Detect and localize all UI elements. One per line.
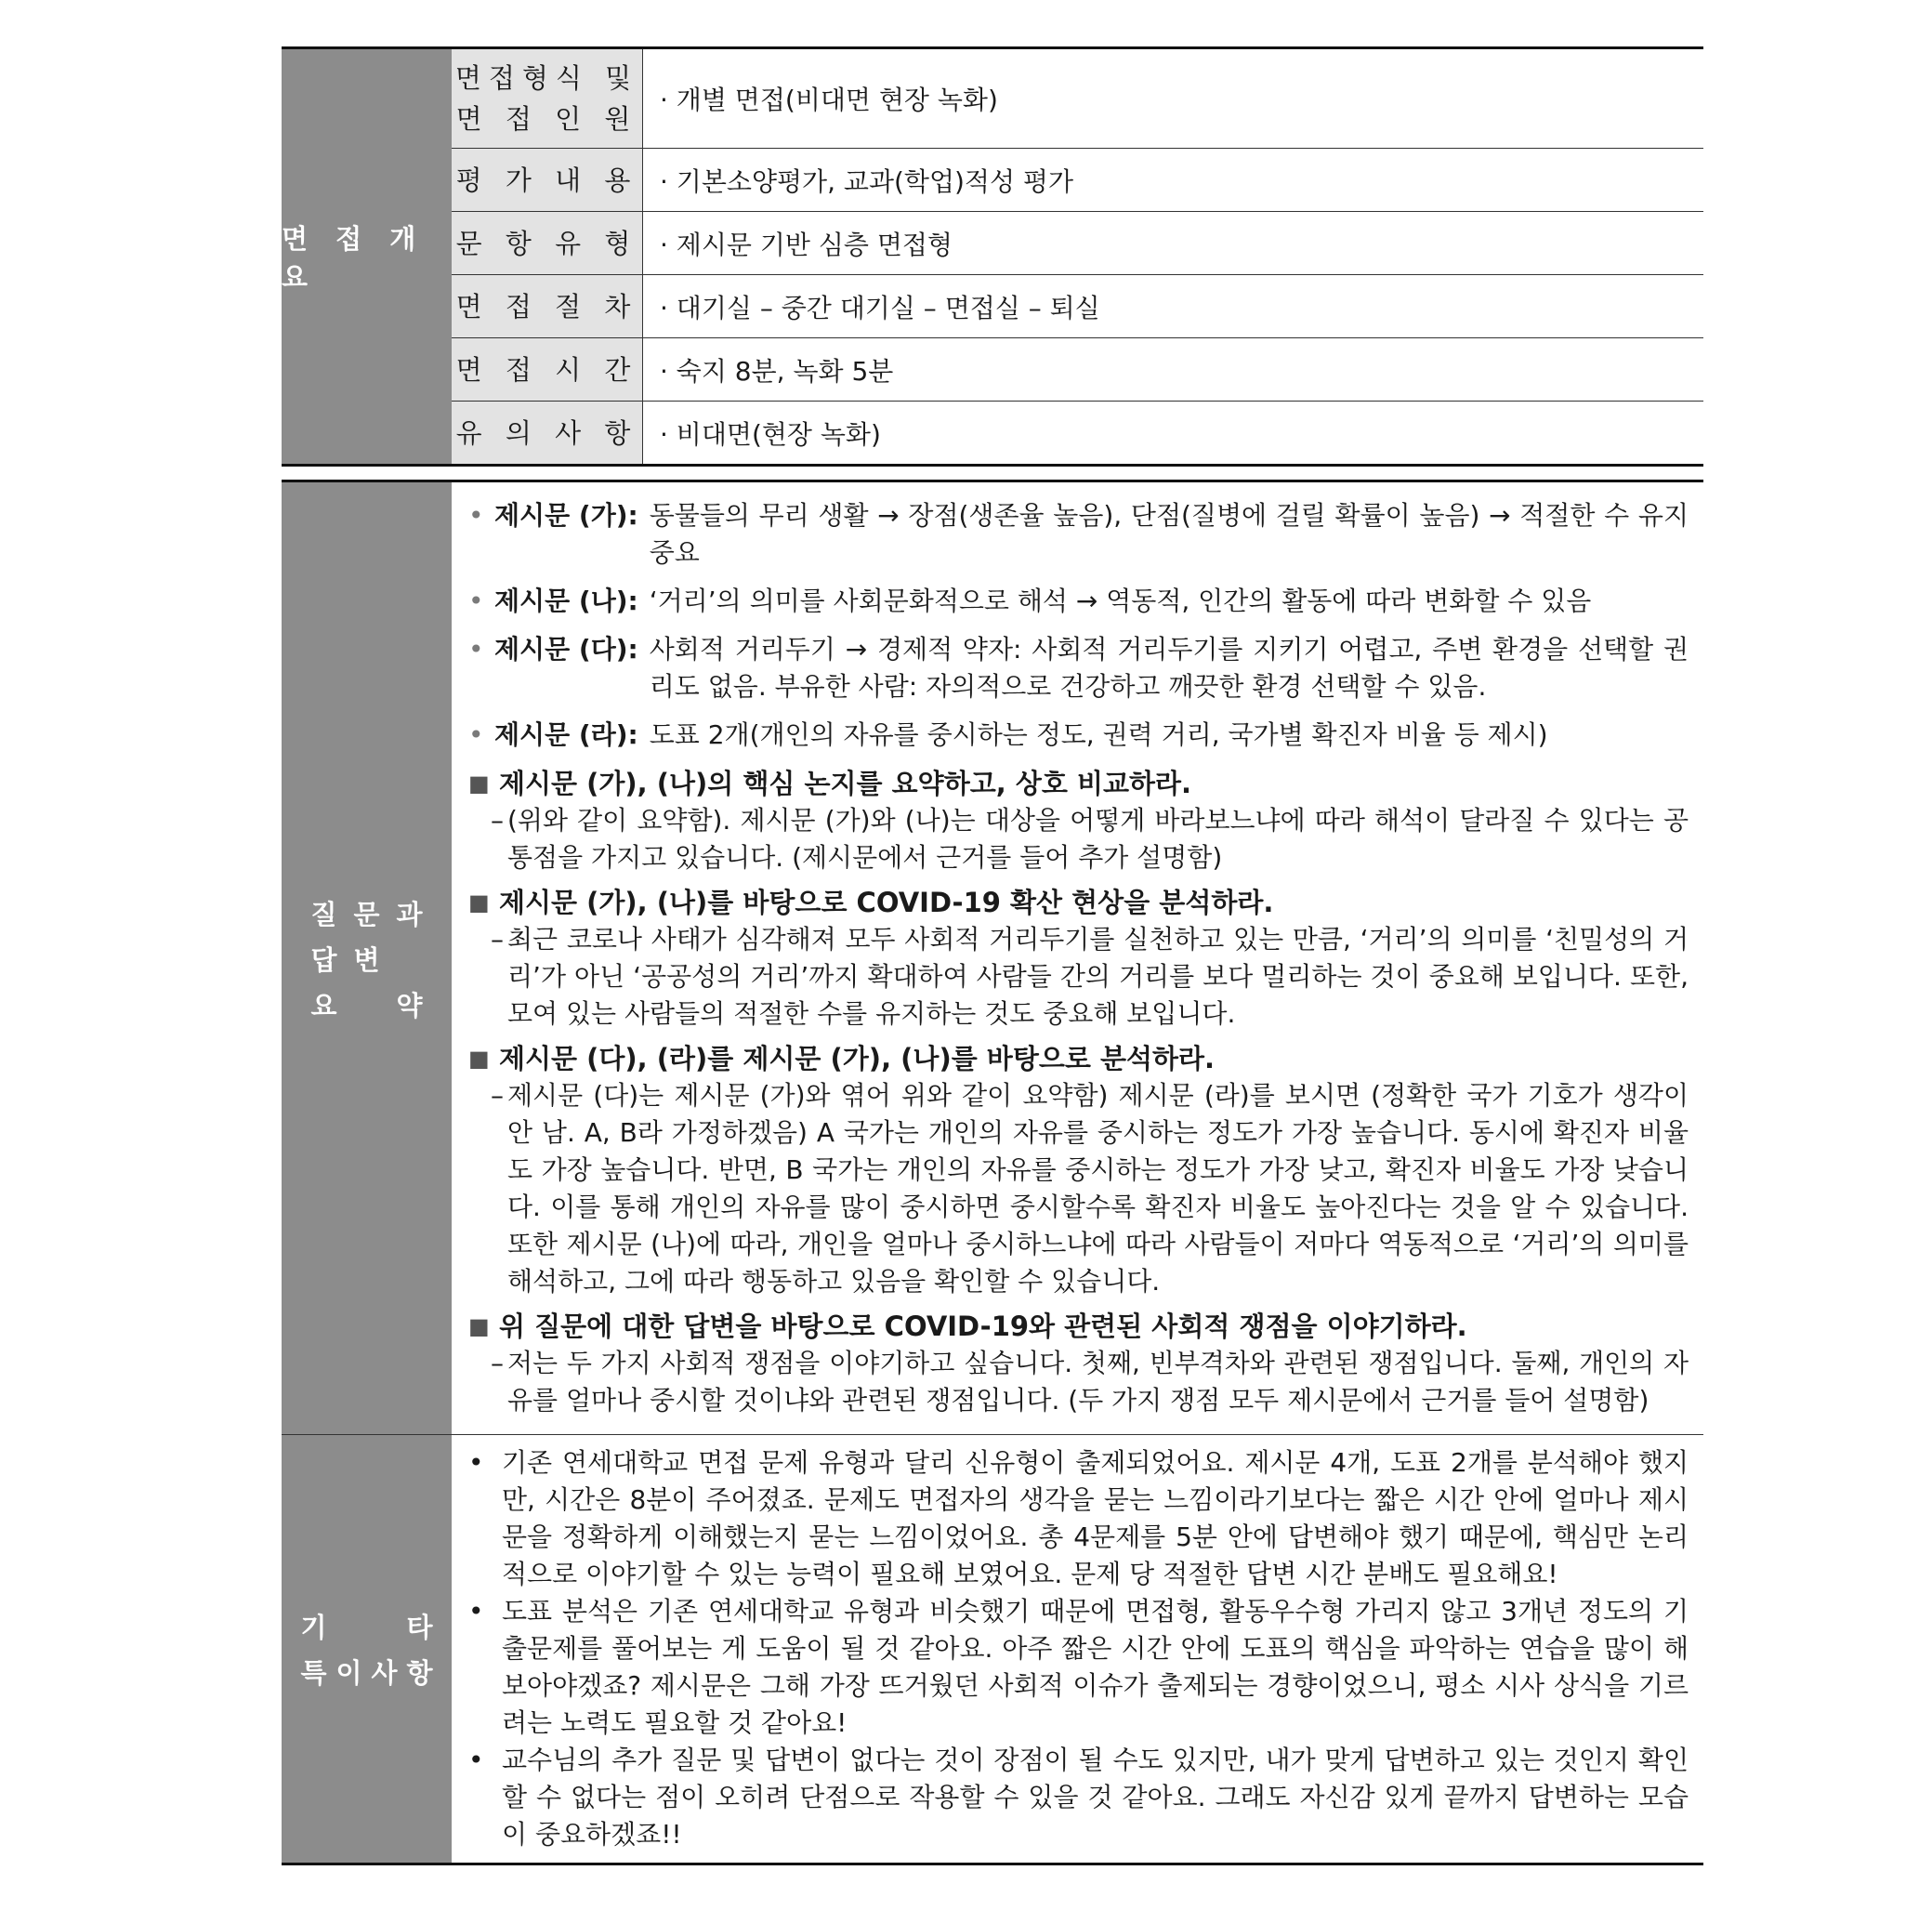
overview-key-notes: 유 의 사 항 — [452, 402, 643, 464]
question-1 — [468, 765, 1689, 802]
question-3 — [468, 1040, 1689, 1077]
dash-icon: – — [491, 805, 504, 836]
etc-label-char: 기 — [300, 1612, 327, 1643]
overview-row-format — [452, 49, 1703, 149]
overview-value-time: · 숙지 8분, 녹화 5분 — [660, 355, 894, 387]
overview-value-format: · 개별 면접(비대면 현장 녹화) — [660, 85, 998, 115]
overview-row-question-type — [452, 212, 1703, 275]
etc-section-label — [282, 1435, 452, 1863]
question-2 — [468, 884, 1689, 921]
etc-label-char: 항 — [406, 1657, 433, 1689]
passage-label: 제시문 (다): — [494, 634, 638, 665]
overview-value-question-type: · 제시문 기반 심층 면접형 — [660, 229, 953, 260]
dash-icon: – — [491, 1348, 504, 1378]
answer-2 — [468, 921, 1689, 1033]
passage-item — [468, 497, 1689, 572]
qa-label-char: 약 — [396, 989, 423, 1021]
bullet-icon: • — [468, 586, 484, 616]
question-text: 제시문 (가), (나)를 바탕으로 COVID-19 확산 현상을 분석하라. — [499, 887, 1274, 918]
overview-value-notes: · 비대면(현장 녹화) — [660, 418, 881, 450]
overview-section-label: 면 접 개 요 — [282, 49, 452, 464]
main-table — [282, 480, 1703, 1865]
passage-item — [468, 717, 1689, 754]
dash-icon: – — [491, 1080, 504, 1111]
question-text: 위 질문에 대한 답변을 바탕으로 COVID-19와 관련된 사회적 쟁점을 이야기하라. — [499, 1311, 1467, 1342]
question-text: 제시문 (다), (라)를 제시문 (가), (나)를 바탕으로 분석하라. — [499, 1043, 1216, 1074]
overview-row-procedure — [452, 275, 1703, 338]
question-4 — [468, 1308, 1689, 1345]
qa-section-label — [282, 482, 452, 1434]
overview-value-evaluation: · 기본소양평가, 교과(학업)적성 평가 — [660, 165, 1074, 197]
qa-label-char: 답 — [310, 943, 337, 976]
qa-label-char — [388, 940, 431, 978]
overview-key-procedure: 면 접 절 차 — [452, 275, 643, 337]
bullet-icon: • — [468, 1745, 484, 1775]
overview-rows — [452, 49, 1703, 464]
dash-icon: – — [491, 924, 504, 955]
overview-key-time: 면 접 시 간 — [452, 338, 643, 401]
passage-item — [468, 583, 1689, 620]
overview-row-time — [452, 338, 1703, 402]
question-text: 제시문 (가), (나)의 핵심 논지를 요약하고, 상호 비교하라. — [499, 768, 1192, 799]
passage-summary: 도표 2개(개인의 자유를 중시하는 정도, 권력 거리, 국가별 확진자 비율 등 제시) — [649, 719, 1548, 750]
etc-text: 도표 분석은 기존 연세대학교 유형과 비슷했기 때문에 면접형, 활동우수형 가리지 않고 3개년 정도의 기출문제를 풀어보는 게 도움이 될 것 같아요. 아주 짧은 시간 안에 도표의 핵심을 파악하는 연습을 많이 해보아야겠죠? 제시문은 그해 가장 뜨거웠던 사회적 이슈가 출제되는 경향이었으니, 평소 시사 상식을 기르려는 노력도 필요할 것 같아요! — [502, 1596, 1689, 1738]
passage-item — [468, 631, 1689, 705]
answer-text: 저는 두 가지 사회적 쟁점을 이야기하고 싶습니다. 첫째, 빈부격차와 관련된 쟁점입니다. 둘째, 개인의 자유를 얼마나 중시할 것이냐와 관련된 쟁점입니다. (두 가지 쟁점 모두 제시문에서 근거를 들어 설명함) — [507, 1348, 1689, 1416]
etc-text: 기존 연세대학교 면접 문제 유형과 달리 신유형이 출제되었어요. 제시문 4개, 도표 2개를 분석해야 했지만, 시간은 8분이 주어졌죠. 문제도 면접자의 생각을 묻는 느낌이라기보다는 짧은 시간 안에 얼마나 제시문을 정확하게 이해했는지 묻는 느낌이었어요. 총 4문제를 5분 안에 답변해야 했기 때문에, 핵심만 논리적으로 이야기할 수 있는 능력이 필요해 보였어요. 문제 당 적절한 답변 시간 분배도 필요해요! — [502, 1447, 1689, 1589]
qa-summary-block — [282, 482, 1703, 1434]
etc-label-char: 특 — [300, 1657, 327, 1689]
other-notes-block — [282, 1434, 1703, 1863]
etc-item — [468, 1593, 1689, 1742]
passage-label: 제시문 (라): — [494, 719, 638, 750]
etc-text: 교수님의 추가 질문 및 답변이 없다는 것이 장점이 될 수도 있지만, 내가 맞게 답변하고 있는 것인지 확인할 수 없다는 점이 오히려 단점으로 작용할 수 있을 것 같아요. 그래도 자신감 있게 끝까지 답변하는 모습이 중요하겠죠!! — [502, 1745, 1689, 1850]
square-bullet-icon: ■ — [468, 1313, 490, 1339]
answer-text: (위와 같이 요약함). 제시문 (가)와 (나)는 대상을 어떻게 바라보느냐에 따라 해석이 달라질 수 있다는 공통점을 가지고 있습니다. (제시문에서 근거를 들어 추가 설명함) — [507, 805, 1689, 873]
bullet-icon: • — [468, 1447, 484, 1478]
answer-4 — [468, 1345, 1689, 1419]
qa-label-char: 과 — [396, 898, 423, 930]
overview-key-format: 면접형식 및 면 접 인 원 — [452, 49, 643, 148]
etc-content — [452, 1435, 1703, 1863]
qa-label-char: 변 — [353, 943, 380, 976]
bullet-icon: • — [468, 500, 484, 531]
bullet-icon: • — [468, 719, 484, 750]
square-bullet-icon: ■ — [468, 771, 490, 797]
overview-table — [282, 46, 1703, 467]
etc-label-char: 사 — [371, 1657, 398, 1689]
etc-label-char: 이 — [335, 1657, 362, 1689]
square-bullet-icon: ■ — [468, 889, 490, 915]
overview-row-notes — [452, 402, 1703, 464]
qa-label-char: 요 — [310, 989, 337, 1021]
bullet-icon: • — [468, 634, 484, 665]
etc-item — [468, 1742, 1689, 1853]
etc-label-char: 타 — [406, 1612, 433, 1643]
passage-label: 제시문 (가): — [494, 500, 638, 531]
passage-summary: 사회적 거리두기 → 경제적 약자: 사회적 거리두기를 지키기 어렵고, 주변 환경을 선택할 권리도 없음. 부유한 사람: 자의적으로 건강하고 깨끗한 환경 선택할 수 있음. — [649, 634, 1689, 702]
etc-item — [468, 1444, 1689, 1593]
answer-3 — [468, 1077, 1689, 1300]
passage-summary: ‘거리’의 의미를 사회문화적으로 해석 → 역동적, 인간의 활동에 따라 변화할 수 있음 — [649, 586, 1592, 616]
answer-text: 제시문 (다)는 제시문 (가)와 엮어 위와 같이 요약함) 제시문 (라)를 보시면 (정확한 국가 기호가 생각이 안 남. A, B라 가정하겠음) A 국가는 개인의 자유를 중시하는 정도가 가장 높습니다. 동시에 확진자 비율도 가장 높습니다. 반면, B 국가는 개인의 자유를 중시하는 정도가 가장 낮고, 확진자 비율도 가장 낮습니다. 이를 통해 개인의 자유를 많이 중시하면 중시할수록 확진자 비율도 높아진다는 것을 알 수 있습니다. 또한 제시문 (나)에 따라, 개인을 얼마나 중시하느냐에 따라 사람들이 저마다 역동적으로 ‘거리’의 의미를 해석하고, 그에 따라 행동하고 있음을 확인할 수 있습니다. — [507, 1080, 1689, 1297]
passage-summary: 동물들의 무리 생활 → 장점(생존율 높음), 단점(질병에 걸릴 확률이 높음) → 적절한 수 유지 중요 — [649, 500, 1689, 568]
bullet-icon: • — [468, 1596, 484, 1627]
qa-content — [452, 482, 1703, 1434]
qa-label-char — [346, 985, 388, 1023]
answer-text: 최근 코로나 사태가 심각해져 모두 사회적 거리두기를 실천하고 있는 만큼, ‘거리’의 의미를 ‘친밀성의 거리’가 아닌 ‘공공성의 거리’까지 확대하여 사람들 간의 거리를 보다 멀리하는 것이 중요해 보입니다. 또한, 모여 있는 사람들의 적절한 수를 유지하는 것도 중요해 보입니다. — [507, 924, 1689, 1029]
qa-label-char: 질 — [310, 898, 337, 930]
qa-label-char: 문 — [353, 898, 380, 930]
overview-key-evaluation: 평 가 내 용 — [452, 149, 643, 211]
interview-sheet — [282, 46, 1703, 1865]
answer-1 — [468, 802, 1689, 876]
passage-label: 제시문 (나): — [494, 586, 638, 616]
overview-key-question-type: 문 항 유 형 — [452, 212, 643, 274]
overview-row-evaluation — [452, 149, 1703, 212]
square-bullet-icon: ■ — [468, 1046, 490, 1072]
overview-value-procedure: · 대기실 – 중간 대기실 – 면접실 – 퇴실 — [660, 292, 1100, 323]
